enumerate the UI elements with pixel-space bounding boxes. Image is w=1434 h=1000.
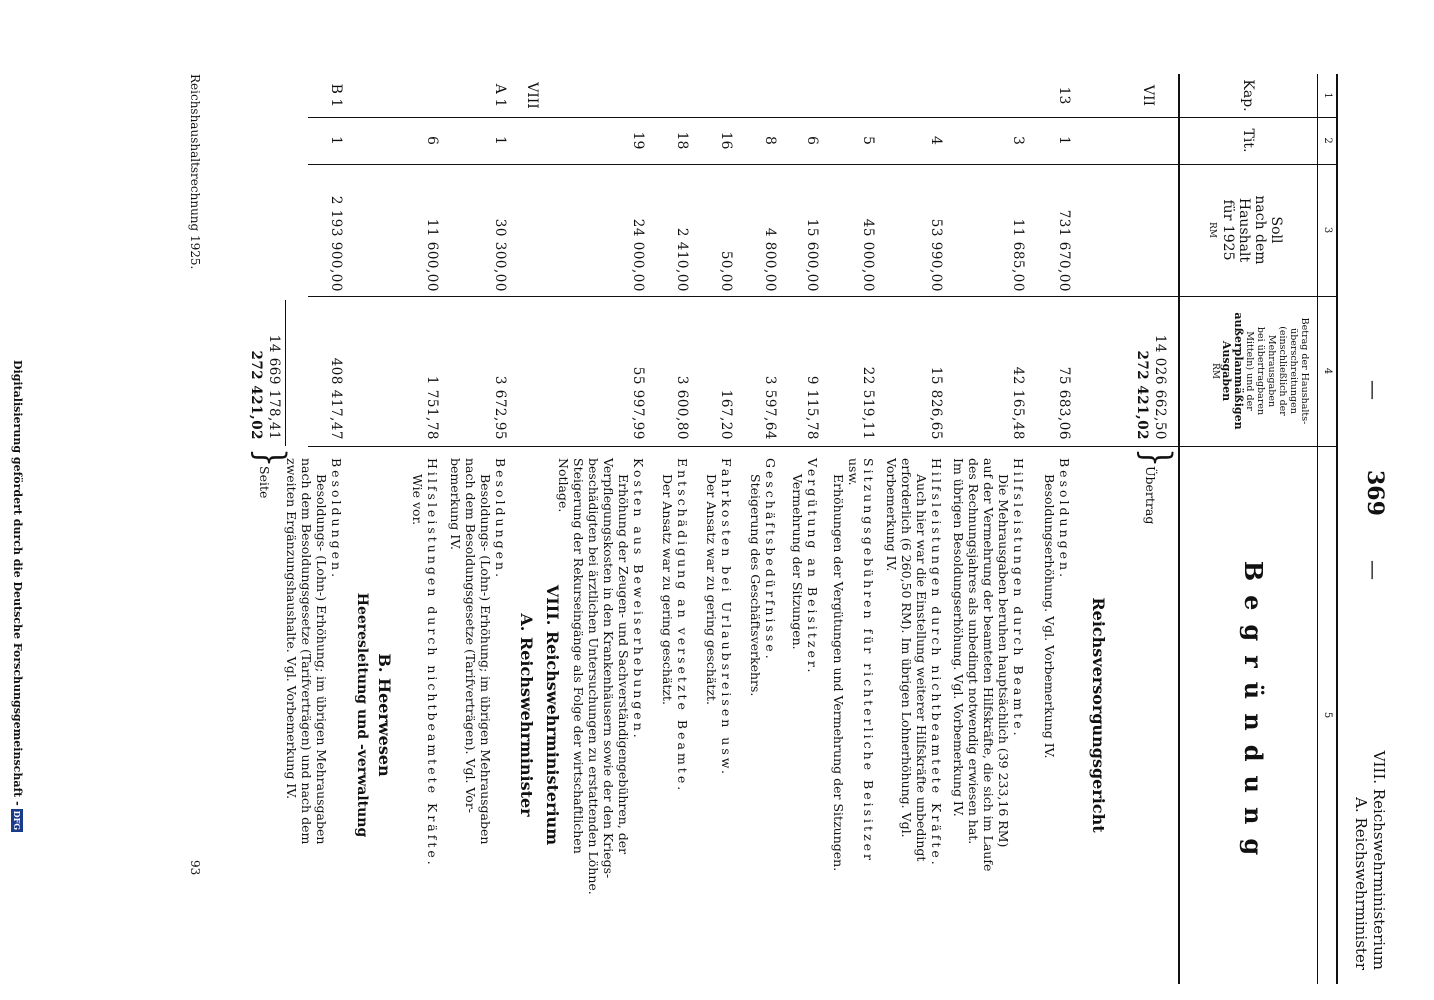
kap-cell: 13 <box>1056 86 1072 105</box>
reason-line: Besoldungs- (Lohn-) Erhöhung; im übrigen Mehrausgaben <box>478 474 493 845</box>
betrag-unit: RM <box>1210 363 1220 379</box>
reason-line: Erhöhung der Zeugen- und Sachverständigengebühren, der <box>616 474 631 855</box>
tit-header: Tit. <box>1240 128 1256 153</box>
dfg-logo: DFG <box>12 810 22 831</box>
betrag-cell: 1 751,78 <box>424 375 440 440</box>
reason-line: Vorbemerkung IV. <box>884 458 899 572</box>
reason-line: Steigerung der Rekurseingänge als Folge der wirtschaftlichen <box>571 458 586 854</box>
section-b-subtitle: Heeresleitung und -verwaltung <box>354 592 370 838</box>
soll-header <box>1204 164 1284 296</box>
tit-cell: 18 <box>674 131 690 150</box>
betrag-cell: 3 600,80 <box>674 375 690 440</box>
reason-line: nach dem Besoldungsgesetze (Tarifverträgen). Vgl. Vor- <box>463 458 478 814</box>
reason-title: Geschäftsbedürfnisse. <box>763 458 778 662</box>
running-head-right <box>1352 740 1388 970</box>
soll-cell: 731 670,00 <box>1056 209 1072 292</box>
soll-cell: 11 600,00 <box>424 218 440 292</box>
carry-brace: } <box>1132 448 1179 468</box>
total-label: Seite <box>257 466 272 499</box>
reason-block <box>1042 458 1072 978</box>
reason-title: Besoldungen. <box>493 458 508 581</box>
soll-cell: 45 000,00 <box>860 218 876 292</box>
section-heading: Reichsversorgungsgericht <box>1089 597 1108 833</box>
col-divider-1 <box>308 117 1338 118</box>
dash-left: — <box>1362 380 1386 400</box>
betrag-cell: 22 519,11 <box>860 366 876 440</box>
tit-cell: 4 <box>928 136 944 145</box>
digitization-note <box>11 360 24 832</box>
reason-line: nach dem Besoldungsgesetze (Tarifverträgen) und nach dem <box>299 458 314 845</box>
tit-cell: 16 <box>718 131 734 150</box>
betrag-line: bei übertragbaren <box>1255 326 1266 416</box>
betrag-bold-line: außerplanmäßigen <box>1232 312 1245 430</box>
soll-line: Haushalt <box>1236 197 1252 263</box>
tit-cell: 1 <box>328 136 344 145</box>
betrag-line: überschreitungen <box>1288 328 1299 414</box>
betrag-cell: 75 683,06 <box>1056 366 1072 440</box>
col-divider-4 <box>308 446 1338 447</box>
reason-title: Sitzungsgebühren für richterliche Beisitzer <box>861 458 876 864</box>
betrag-line: Betrag der Haushalts- <box>1299 317 1310 425</box>
colno-rule <box>1317 74 1318 984</box>
reason-line: zweiten Ergänzungshaushalte. Vgl. Vorbemerkung IV. <box>284 458 299 800</box>
reason-line: Besoldungs- (Lohn-) Erhöhung; im übrigen Mehrausgaben <box>314 474 329 845</box>
reason-title: Hilfsleistungen durch nichtbeamtete Kräfte. <box>425 458 440 868</box>
tit-cell: 6 <box>804 136 820 145</box>
section-b-title: B. Heerwesen <box>375 653 394 777</box>
betrag-line: Mehrausgaben <box>1266 334 1277 408</box>
colno-4: 4 <box>1322 367 1333 375</box>
soll-line: nach dem <box>1252 195 1268 265</box>
reason-line: des Rechnungsjahres als unbedingt notwendig erwiesen hat. <box>966 458 981 845</box>
reason-line: beschädigten bei ärztlichen Untersuchungen zu erstattenden Löhne. <box>586 458 601 895</box>
total-brace: } <box>246 448 293 468</box>
betrag-cell: 42 165,48 <box>1010 366 1026 440</box>
colno-2: 2 <box>1322 137 1333 144</box>
soll-cell: 2 410,00 <box>674 227 690 292</box>
betrag-cell: 408 417,47 <box>328 357 344 440</box>
total-rule <box>285 300 286 446</box>
reason-line: Auch hier war die Einstellung weiterer Hilfskräfte unbedingt <box>914 474 929 862</box>
reason-title: Besoldungen. <box>329 458 344 581</box>
col-divider-3 <box>308 296 1338 297</box>
col-divider-2 <box>308 164 1338 165</box>
betrag-cell: 55 997,99 <box>630 366 646 440</box>
ministry-title: VIII. Reichswehrministerium <box>1370 750 1388 970</box>
tit-cell: 3 <box>1010 136 1026 145</box>
kap-cell: B 1 <box>328 83 344 108</box>
reason-line: erforderlich (6 260,50 RM). Im übrigen Lohnerhöhung. Vgl. <box>899 458 914 838</box>
reason-title: Hilfsleistungen durch Beamte. <box>1011 458 1026 739</box>
betrag-bold-line: Ausgaben <box>1220 340 1233 402</box>
reason-line: Verpflegungskosten in den Krankenhäusern sowie der den Kriegs- <box>601 458 616 879</box>
reason-line: usw. <box>846 458 861 486</box>
betrag-line: Mitteln) und der <box>1244 331 1255 411</box>
reason-line: Steigerung des Geschäftsverkehrs. <box>748 474 763 697</box>
reason-line: Der Ansatz war zu gering geschätzt. <box>704 474 719 705</box>
reason-block <box>410 458 440 978</box>
total-amount-2: 272 421,02 <box>248 350 264 440</box>
tit-cell: 5 <box>860 136 876 145</box>
reason-block <box>951 458 1026 978</box>
soll-cell: 4 800,00 <box>762 227 778 292</box>
reason-title: Kosten aus Beweiserhebungen. <box>631 458 646 741</box>
tit-cell: 6 <box>424 136 440 145</box>
tit-cell: 19 <box>630 131 646 150</box>
reason-line: Notlage. <box>556 458 571 513</box>
header-bottom-rule <box>1178 74 1180 984</box>
soll-unit: RM <box>1207 222 1217 238</box>
reason-block <box>556 458 646 978</box>
carry-amount-2: 272 421,02 <box>1134 350 1150 440</box>
section-title: VIII. Reichswehrministerium <box>543 584 562 846</box>
reason-title: Hilfsleistungen durch nichtbeamtete Kräfte. <box>929 458 944 868</box>
reason-block <box>748 458 778 978</box>
betrag-cell: 9 115,78 <box>804 375 820 440</box>
carry-label: Übertrag <box>1143 466 1158 525</box>
colno-1: 1 <box>1322 92 1333 99</box>
section-subtitle: A. Reichswehrminister <box>517 613 536 817</box>
tit-cell: 1 <box>1056 136 1072 145</box>
betrag-cell: 3 597,64 <box>762 375 778 440</box>
reason-line: Vermehrung der Sitzungen. <box>790 474 805 650</box>
kap-cell: VII <box>1140 84 1156 107</box>
reason-block <box>790 458 820 978</box>
tit-cell: 8 <box>762 136 778 145</box>
soll-cell: 11 685,00 <box>1010 218 1026 292</box>
table-top-rule <box>1336 74 1338 984</box>
reason-block <box>704 458 734 978</box>
soll-cell: 30 300,00 <box>492 218 508 292</box>
reason-block <box>448 458 508 978</box>
reason-block <box>660 458 690 978</box>
reason-block <box>831 458 876 978</box>
reason-title: Besoldungen. <box>1057 458 1072 581</box>
colno-3: 3 <box>1322 226 1333 234</box>
betrag-line: (einschließlich der <box>1277 326 1288 416</box>
soll-cell: 15 600,00 <box>804 218 820 292</box>
soll-cell: 24 000,00 <box>630 218 646 292</box>
dash-right: — <box>1362 560 1386 580</box>
betrag-cell: 167,20 <box>718 389 734 440</box>
reason-title: Vergütung an Beisitzer. <box>805 458 820 676</box>
reason-line: Die Mehrausgaben beruhen hauptsächlich (39 233,16 RM) <box>996 474 1011 848</box>
soll-line: Soll <box>1268 216 1284 244</box>
kap-cell: VIII <box>524 82 540 109</box>
reason-line: bemerkung IV. <box>448 458 463 551</box>
soll-line: für 1925 <box>1220 199 1236 261</box>
page-number: 369 <box>1362 470 1388 516</box>
betrag-header <box>1209 296 1310 446</box>
reason-line: Besoldungserhöhung. Vgl. Vorbemerkung IV. <box>1042 474 1057 759</box>
betrag-cell: 15 826,65 <box>928 366 944 440</box>
kap-header: Kap. <box>1240 79 1256 112</box>
begruendung-header: Begründung <box>1239 560 1268 870</box>
reason-line: Erhöhungen der Vergütungen und Vermehrung der Sitzungen. <box>831 474 846 872</box>
soll-cell: 2 193 900,00 <box>328 195 344 292</box>
reason-line: Im übrigen Besoldungserhöhung. Vgl. Vorbemerkung IV. <box>951 458 966 817</box>
kap-cell: A 1 <box>492 83 508 108</box>
carry-amount-1: 14 026 662,50 <box>1152 334 1168 440</box>
soll-cell: 53 990,00 <box>928 218 944 292</box>
reason-line: auf der Vermehrung der beamteten Hilfskräfte, die sich im Laufe <box>981 458 996 872</box>
reason-title: Fahrkosten bei Urlaubsreisen usw. <box>719 458 734 777</box>
footer-left: Reichshaushaltsrechnung 1925. <box>188 74 202 270</box>
total-amount-1: 14 669 178,41 <box>266 334 282 440</box>
ministry-subtitle: A. Reichswehrminister <box>1352 797 1370 970</box>
reason-block <box>284 458 344 978</box>
reason-line: Wie vor. <box>410 474 425 526</box>
digitization-text: Digitalisierung gefördert durch die Deutsche Forschungsgemeinschaft - <box>11 360 24 806</box>
tit-cell: 1 <box>492 136 508 145</box>
colno-5: 5 <box>1322 711 1333 719</box>
reason-line: Der Ansatz war zu gering geschätzt. <box>660 474 675 705</box>
soll-cell: 50,00 <box>718 250 734 292</box>
reason-title: Entschädigung an versetzte Beamte. <box>675 458 690 794</box>
footer-page: 93 <box>188 860 202 876</box>
betrag-cell: 3 672,95 <box>492 375 508 440</box>
reason-block <box>884 458 944 978</box>
